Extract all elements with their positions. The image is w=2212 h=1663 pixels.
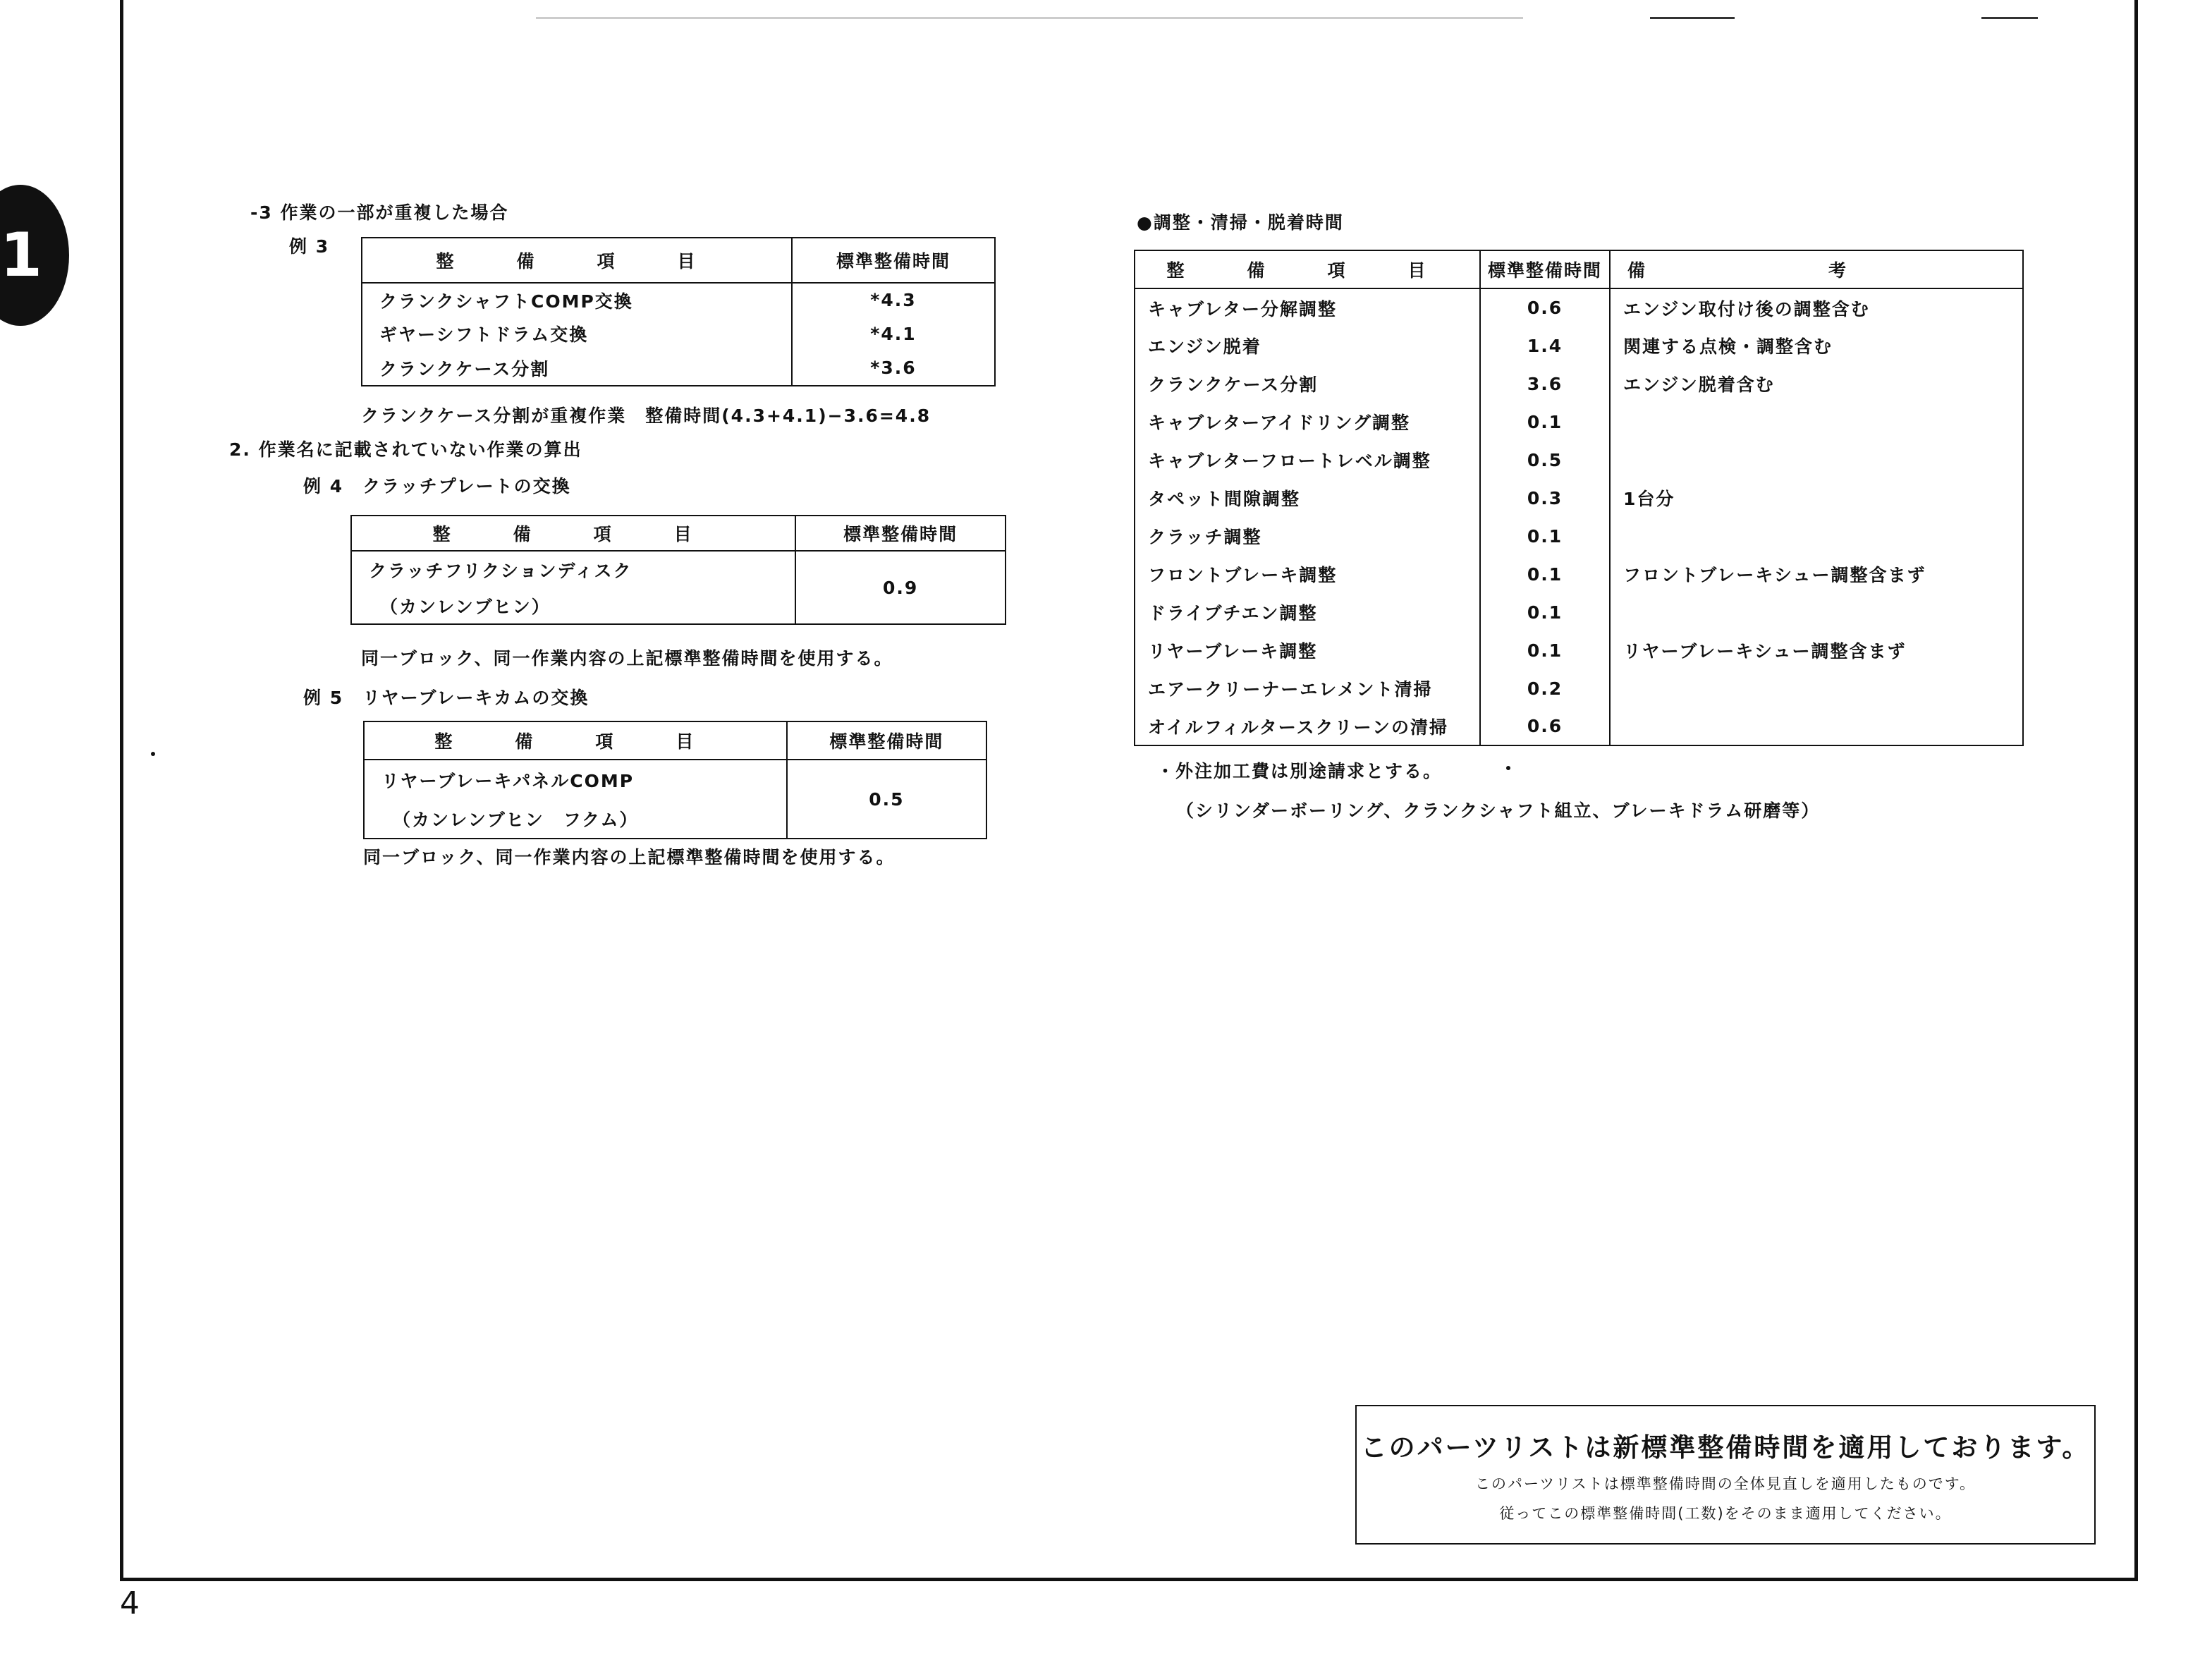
- row-item: ドライブチエン調整: [1135, 593, 1480, 631]
- row-time: 0.6: [1480, 707, 1610, 745]
- row-time: *3.6: [870, 358, 917, 378]
- row-item: オイルフィルタースクリーンの清掃: [1135, 707, 1480, 745]
- example-5-note: 同一ブロック、同一作業内容の上記標準整備時間を使用する。: [363, 847, 896, 867]
- table-row: [1135, 403, 2023, 441]
- row-time: 0.6: [1480, 288, 1610, 327]
- table-row: [1135, 327, 2023, 365]
- notice-line-3: 従ってこの標準整備時間(工数)をそのまま適用してください。: [1499, 1505, 1952, 1522]
- example-3-table: [361, 237, 996, 386]
- table-row: [362, 351, 995, 386]
- page-number: 4: [120, 1585, 140, 1621]
- row-item: クランクケース分割: [362, 351, 792, 386]
- example-5-label: 例 5 リヤーブレーキカムの交換: [303, 688, 589, 708]
- row-time: *4.3: [870, 290, 917, 310]
- table-row: [362, 317, 995, 351]
- row-time: 0.1: [1480, 403, 1610, 441]
- row-time: *4.1: [870, 323, 917, 344]
- row-item: クランクケース分割: [1135, 365, 1480, 403]
- table-row: [362, 283, 995, 317]
- example-3-label: 例 3: [289, 236, 330, 257]
- notice-line-2: このパーツリストは標準整備時間の全体見直しを適用したものです。: [1474, 1475, 1976, 1492]
- row-item: キャブレターフロートレベル調整: [1135, 441, 1480, 479]
- row-time: 0.2: [1480, 669, 1610, 707]
- row-item: クランクシャフトCOMP交換: [362, 283, 792, 317]
- row-time: 0.3: [1480, 479, 1610, 517]
- row-item: キャブレター分解調整: [1135, 288, 1480, 327]
- section-3-heading: -3 作業の一部が重複した場合: [250, 202, 509, 223]
- row-time: 0.5: [869, 788, 905, 810]
- table-row: [1135, 441, 2023, 479]
- row-note: 1台分: [1623, 489, 1675, 509]
- row-item-line2: （カンレンブヒン）: [351, 587, 795, 624]
- scan-line: [1650, 17, 1735, 19]
- footnote-examples: （シリンダーボーリング、クランクシャフト組立、ブレーキドラム研磨等）: [1176, 800, 1821, 821]
- col-header-time: 標準整備時間: [792, 238, 995, 283]
- row-time: 0.1: [1480, 555, 1610, 593]
- row-item: リヤーブレーキ調整: [1135, 631, 1480, 669]
- row-note: [1610, 441, 2023, 479]
- table-row: [1135, 365, 2023, 403]
- example-4-label: 例 4 クラッチプレートの交換: [303, 476, 571, 497]
- table-row: [1135, 555, 2023, 593]
- example-4-table: [350, 515, 1006, 625]
- table-row: [1135, 479, 2023, 517]
- row-time: 0.9: [883, 577, 919, 598]
- row-note: リヤーブレーキシュー調整含まず: [1623, 641, 1907, 662]
- row-item: エアークリーナーエレメント清掃: [1135, 669, 1480, 707]
- col-header-time: 標準整備時間: [1480, 250, 1610, 288]
- footnote-outsourcing: ・外注加工費は別途請求とする。: [1156, 761, 1443, 781]
- row-item: クラッチ調整: [1135, 517, 1480, 555]
- example-4-note: 同一ブロック、同一作業内容の上記標準整備時間を使用する。: [361, 648, 893, 669]
- col-header-time: 標準整備時間: [787, 721, 986, 760]
- row-time: 0.1: [1480, 631, 1610, 669]
- row-time: 1.4: [1480, 327, 1610, 365]
- row-note: [1610, 593, 2023, 631]
- scan-speck: [1506, 766, 1510, 770]
- row-note: エンジン取付け後の調整含む: [1623, 298, 1870, 319]
- row-item-line1: リヤーブレーキパネルCOMP: [364, 760, 787, 799]
- row-time: 3.6: [1480, 365, 1610, 403]
- col-header-time: 標準整備時間: [795, 516, 1006, 551]
- row-note: 関連する点検・調整含む: [1623, 336, 1833, 357]
- row-item: タペット間隙調整: [1135, 479, 1480, 517]
- table-row: [1135, 707, 2023, 745]
- section-2-heading: 2. 作業名に記載されていない作業の算出: [229, 439, 582, 460]
- col-header-item: 整 備 項 目: [362, 238, 792, 283]
- section-3-note: クランクケース分割が重複作業 整備時間(4.3+4.1)−3.6=4.8: [361, 406, 931, 426]
- scan-speck: [151, 752, 155, 756]
- row-time: 0.1: [1480, 593, 1610, 631]
- row-note: [1610, 403, 2023, 441]
- table-row: [1135, 669, 2023, 707]
- scan-line: [536, 17, 1523, 19]
- col-header-note: 備 考: [1610, 250, 2023, 288]
- table-row: [1135, 631, 2023, 669]
- table-row: [351, 551, 1006, 587]
- row-note: フロントブレーキシュー調整含まず: [1623, 565, 1926, 585]
- row-time: 0.5: [1480, 441, 1610, 479]
- adjust-heading: ●調整・清掃・脱着時間: [1137, 212, 1344, 233]
- scan-line: [1981, 17, 2038, 19]
- table-row: [364, 760, 986, 799]
- table-row: [1135, 517, 2023, 555]
- row-item: ギヤーシフトドラム交換: [362, 317, 792, 351]
- col-header-item: 整 備 項 目: [351, 516, 795, 551]
- row-item: キャブレターアイドリング調整: [1135, 403, 1480, 441]
- notice-title: このパーツリストは新標準整備時間を適用しております。: [1360, 1432, 2091, 1463]
- row-note: [1610, 707, 2023, 745]
- example-5-table: [363, 721, 987, 839]
- row-item-line1: クラッチフリクションディスク: [351, 551, 795, 587]
- row-note: [1610, 517, 2023, 555]
- row-note: エンジン脱着含む: [1623, 374, 1775, 395]
- adjust-table: [1134, 250, 2024, 746]
- table-row: [1135, 288, 2023, 327]
- row-item: フロントブレーキ調整: [1135, 555, 1480, 593]
- col-header-item: 整 備 項 目: [364, 721, 787, 760]
- row-time: 0.1: [1480, 517, 1610, 555]
- row-item-line2: （カンレンブヒン フクム）: [364, 799, 787, 839]
- notice-box: [1355, 1405, 2096, 1545]
- col-header-item: 整 備 項 目: [1135, 250, 1480, 288]
- row-item: エンジン脱着: [1135, 327, 1480, 365]
- chapter-tab: 1: [0, 185, 69, 326]
- table-row: [1135, 593, 2023, 631]
- row-note: [1610, 669, 2023, 707]
